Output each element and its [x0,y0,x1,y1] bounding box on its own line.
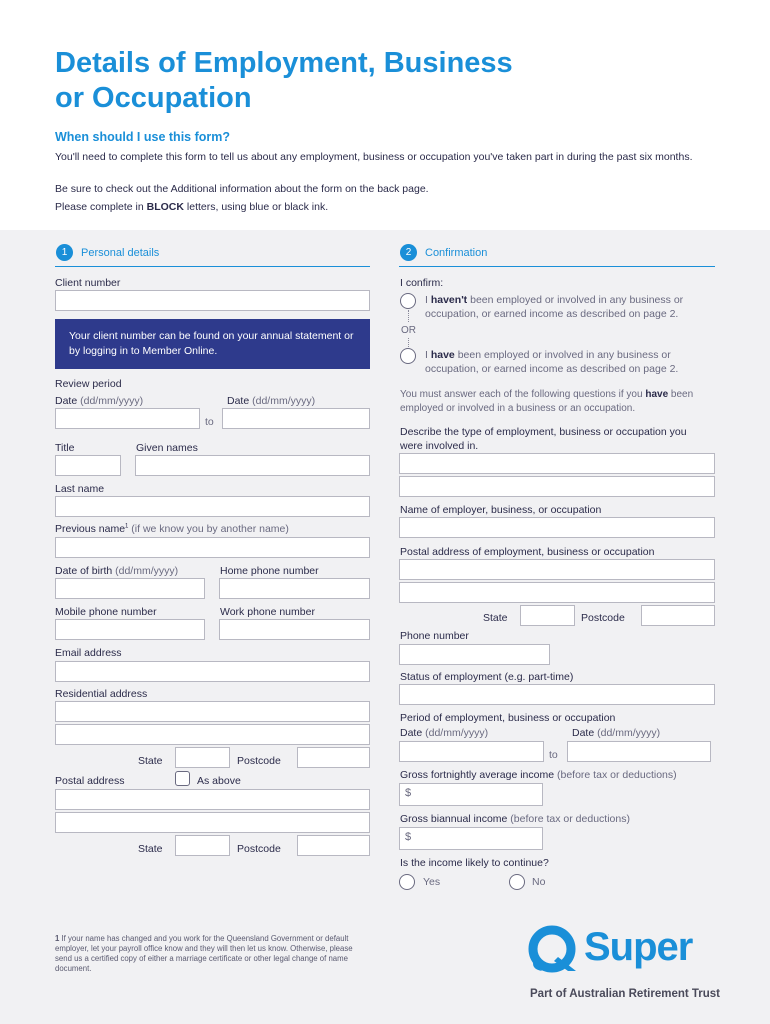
title-label: Title [55,442,75,454]
email-field[interactable] [55,661,370,682]
review-date-from-field[interactable] [55,408,200,429]
no-radio[interactable] [509,874,525,890]
date-word: Date [55,395,78,407]
employment-state-input[interactable] [521,607,574,626]
residential-line-1-input[interactable] [56,703,369,722]
postal-state-input[interactable] [176,837,229,856]
period-date-from-field[interactable] [399,741,544,762]
phone-input[interactable] [400,646,549,665]
home-phone-field[interactable] [219,578,370,599]
employment-postcode-input[interactable] [642,607,714,626]
residential-line-1[interactable] [55,701,370,722]
residential-line-2-input[interactable] [56,726,369,745]
last-name-field[interactable] [55,496,370,517]
postal-label: Postal address [55,775,125,787]
postal-line-2[interactable] [55,812,370,833]
work-phone-input[interactable] [220,621,369,640]
residential-state-field[interactable] [175,747,230,768]
client-number-label: Client number [55,277,121,289]
email-label: Email address [55,647,122,659]
status-label: Status of employment (e.g. part-time) [400,671,574,683]
email-input[interactable] [56,663,369,682]
describe-line-2-input[interactable] [400,478,714,497]
employer-name-input[interactable] [400,519,714,538]
review-date-from-label [55,395,143,407]
have-radio[interactable] [400,348,416,364]
havent-text [425,293,717,321]
period-date-from-label [400,727,488,739]
previous-name-label [55,523,289,535]
phone-field[interactable] [399,644,550,665]
postal-postcode-field[interactable] [297,835,370,856]
review-date-from-input[interactable] [56,410,199,429]
dollar-sign: $ [405,831,412,843]
mobile-phone-field[interactable] [55,619,205,640]
describe-line-1-input[interactable] [400,455,714,474]
or-label: OR [401,325,416,336]
review-date-to-field[interactable] [222,408,370,429]
previous-name-input[interactable] [56,539,369,558]
residential-state-input[interactable] [176,749,229,768]
phone-label: Phone number [400,630,469,642]
employment-postal-label: Postal address of employment, business or occupation [400,546,655,558]
previous-name-text: Previous name [55,523,126,535]
intro3-text-c: letters, using blue or black ink. [183,201,329,213]
section-2-title: Confirmation [425,246,488,259]
residential-postcode-label: Postcode [237,755,281,767]
review-period-label: Review period [55,378,122,390]
to-label: to [205,416,214,428]
intro-paragraph-2: Be sure to check out the Additional information about the form on the back page. [55,183,429,195]
or-connector-bottom [408,338,409,347]
period-to-label: to [549,749,558,761]
period-date-to-input[interactable] [568,743,710,762]
section-1-number: 1 [56,244,73,261]
gross-biannual-text: Gross biannual income [400,813,508,825]
status-input[interactable] [400,686,714,705]
date-word: Date [400,727,423,739]
previous-name-field[interactable] [55,537,370,558]
residential-line-2[interactable] [55,724,370,745]
date-format: (dd/mm/yyyy) [115,565,179,577]
describe-line-1[interactable] [399,453,715,474]
client-number-field[interactable] [55,290,370,311]
date-format: (dd/mm/yyyy) [597,727,661,739]
home-phone-label: Home phone number [220,565,319,577]
work-phone-field[interactable] [219,619,370,640]
title-input[interactable] [56,457,120,476]
footnote-text: If your name has changed and you work for the Queensland Government or default employer, let your payroll office know and they will then let us know. Otherwise, please send us a certified copy of either a marriage certificate or other legal change of name document. [55,934,353,973]
postal-line-1-input[interactable] [56,791,369,810]
dob-input[interactable] [56,580,204,599]
home-phone-input[interactable] [220,580,369,599]
date-word: Date [227,395,250,407]
must-answer-a: You must answer each of the following questions if you [400,389,646,400]
gross-biannual-label [400,813,630,825]
postal-state-label: State [138,843,163,855]
employment-postal-line-1[interactable] [399,559,715,580]
footnote-number: 1 [55,934,60,943]
dollar-sign: $ [405,787,412,799]
mobile-phone-input[interactable] [56,621,204,640]
employment-state-label: State [483,612,508,624]
footnote-marker: 1 [125,523,129,530]
gross-fortnight-field[interactable] [399,783,543,806]
postal-line-2-input[interactable] [56,814,369,833]
date-format: (dd/mm/yyyy) [425,727,489,739]
client-number-note: Your client number can be found on your annual statement or by logging in to Member Online. [55,319,370,369]
title-line-2: or Occupation [55,82,252,114]
yes-radio[interactable] [399,874,415,890]
brand-tagline: Part of Australian Retirement Trust [530,988,721,1000]
review-date-to-label [227,395,315,407]
last-name-label: Last name [55,483,105,495]
opt2-pre: I [425,349,431,361]
gross-fortnight-hint: (before tax or deductions) [554,769,677,781]
mobile-phone-label: Mobile phone number [55,606,157,618]
footnote [55,934,365,974]
employment-postcode-label: Postcode [581,612,625,624]
intro3-text-a: Please complete in [55,201,147,213]
page-title [55,46,615,116]
status-field[interactable] [399,684,715,705]
section-1-heading [56,244,159,261]
opt2-bold: have [430,349,455,361]
period-label: Period of employment, business or occupation [400,712,616,724]
employment-postal-line-2-input[interactable] [400,584,714,603]
client-number-input[interactable] [56,292,369,311]
postal-postcode-label: Postcode [237,843,281,855]
employment-postal-line-1-input[interactable] [400,561,714,580]
period-date-to-field[interactable] [567,741,711,762]
intro-paragraph-3 [55,200,715,214]
or-connector-top [408,310,409,322]
residential-postcode-field[interactable] [297,747,370,768]
section-2-number: 2 [400,244,417,261]
last-name-input[interactable] [56,498,369,517]
when-heading: When should I use this form? [55,130,230,144]
opt1-pre: I [425,294,431,306]
header-area [0,0,770,230]
as-above-checkbox[interactable] [175,771,190,786]
employment-state-field[interactable] [520,605,575,626]
section-1-rule [55,266,370,267]
section-1-title: Personal details [81,246,160,259]
employment-postal-line-2[interactable] [399,582,715,603]
title-field[interactable] [55,455,121,476]
period-date-to-label [572,727,660,739]
residential-postcode-input[interactable] [298,749,369,768]
logo-word: Super [584,925,693,969]
given-names-field[interactable] [135,455,370,476]
date-format: (dd/mm/yyyy) [252,395,316,407]
describe-label: Describe the type of employment, business or occupation you were involved in. [400,426,687,452]
residential-state-label: State [138,755,163,767]
postal-postcode-input[interactable] [298,837,369,856]
given-names-input[interactable] [136,457,369,476]
dob-label [55,565,178,577]
section-2-heading [400,244,487,261]
opt1-rest: been employed or involved in any business or occupation, or earned income as described on page 2. [425,294,684,320]
gross-fortnight-input[interactable] [400,784,542,805]
gross-biannual-field[interactable] [399,827,543,850]
qsuper-logo [528,925,718,975]
yes-label: Yes [423,876,441,888]
must-answer-c: been employed or involved in a business or an occupation. [400,389,694,414]
must-answer-b: have [645,389,669,400]
employment-postcode-field[interactable] [641,605,715,626]
opt2-rest: been employed or involved in any business or occupation, or earned income as described on page 2. [425,349,679,375]
date-format: (dd/mm/yyyy) [80,395,144,407]
intro-paragraph-1: You'll need to complete this form to tell us about any employment, business or occupation you've taken part in during the past six months. [55,151,693,163]
dob-text: Date of birth [55,565,113,577]
continue-question: Is the income likely to continue? [400,857,549,869]
section-2-rule [399,266,715,267]
employer-name-field[interactable] [399,517,715,538]
must-answer-note [400,388,718,416]
gross-fortnight-text: Gross fortnightly average income [400,769,555,781]
residential-label: Residential address [55,688,148,700]
review-date-to-input[interactable] [223,410,369,429]
work-phone-label: Work phone number [220,606,315,618]
postal-state-field[interactable] [175,835,230,856]
intro3-block: BLOCK [146,201,184,213]
logo-q-icon [528,925,584,975]
previous-name-hint: (if we know you by another name) [128,523,289,535]
have-text [425,348,717,376]
title-line-1: Details of Employment, Business [55,47,513,79]
employer-name-label: Name of employer, business, or occupation [400,504,602,516]
gross-fortnight-label [400,769,677,781]
opt1-bold: haven't [430,294,468,306]
gross-biannual-hint: (before tax or deductions) [507,813,630,825]
no-label: No [532,876,546,888]
describe-line-2[interactable] [399,476,715,497]
as-above-label: As above [197,775,241,787]
given-names-label: Given names [136,442,198,454]
period-date-from-input[interactable] [400,743,543,762]
date-word: Date [572,727,595,739]
havent-radio[interactable] [400,293,416,309]
gross-biannual-input[interactable] [400,828,542,849]
i-confirm-label: I confirm: [400,277,444,289]
dob-field[interactable] [55,578,205,599]
postal-line-1[interactable] [55,789,370,810]
